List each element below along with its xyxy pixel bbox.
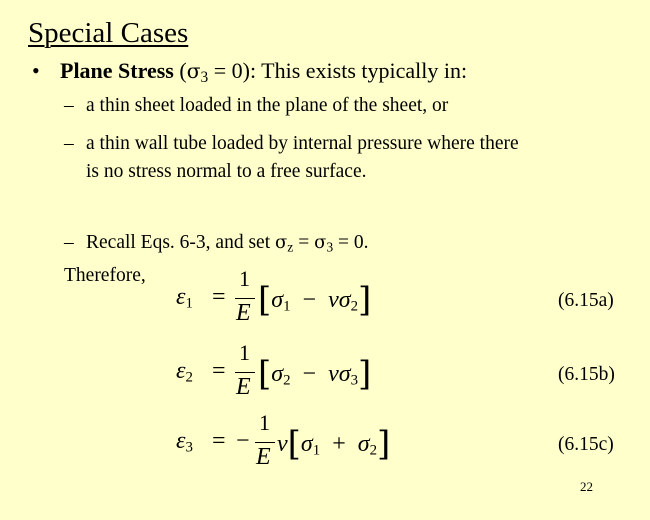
equation-label: (6.15b) <box>558 364 615 385</box>
sigma-subscript: 1 <box>283 298 291 315</box>
epsilon-symbol: ε <box>176 358 186 384</box>
sub-item-recall <box>64 229 369 256</box>
sigma-symbol: σ <box>271 287 284 313</box>
bullet-dot: • <box>32 58 40 83</box>
operator: + <box>332 431 346 457</box>
equals-sign: = <box>212 284 226 310</box>
operator: − <box>302 287 317 313</box>
bracket-expression <box>258 354 371 394</box>
sigma-symbol: σ <box>338 287 351 313</box>
bracket-expression <box>258 280 371 320</box>
fraction-numerator: 1 <box>259 410 270 435</box>
sigma-symbol: σ <box>186 59 201 83</box>
equation-label: (6.15a) <box>558 290 614 311</box>
equation-6-15a <box>176 266 436 336</box>
right-bracket: ] <box>358 354 372 394</box>
equals-text: = <box>293 232 315 253</box>
slide-title: Special Cases <box>28 17 189 49</box>
bullet-text: = 0): This exists typically in: <box>208 58 468 83</box>
sigma-subscript: 2 <box>350 298 359 315</box>
nu-symbol: ν <box>328 287 339 313</box>
fraction-bar <box>235 372 255 373</box>
nu-symbol: ν <box>328 361 339 387</box>
epsilon-subscript: 1 <box>185 295 193 312</box>
sigma-subscript: 1 <box>312 442 321 459</box>
epsilon-subscript: 3 <box>185 439 193 456</box>
left-bracket: [ <box>258 280 272 320</box>
recall-text: Recall Eqs. 6-3, and set <box>86 232 275 253</box>
fraction-denominator: E <box>236 300 251 326</box>
dash: – <box>64 133 74 154</box>
equation-label: (6.15c) <box>558 434 614 455</box>
sigma-symbol: σ <box>357 431 370 457</box>
equals-sign: = <box>212 358 226 384</box>
sigma-subscript: 3 <box>200 68 209 86</box>
sigma-symbol: σ <box>300 431 313 457</box>
sigma-symbol: σ <box>314 232 327 253</box>
equals-sign: = <box>212 428 226 454</box>
right-bracket: ] <box>358 280 372 320</box>
plane-stress-label: Plane Stress <box>60 58 174 83</box>
sigma-symbol: σ <box>338 361 351 387</box>
equals-zero-text: = 0. <box>333 232 369 253</box>
sub-item-text: a thin wall tube loaded by internal pressure where there <box>86 133 519 154</box>
fraction-bar <box>235 298 255 299</box>
lhs <box>176 358 193 385</box>
sigma-subscript: z <box>287 239 294 255</box>
sub-item-continuation: is no stress normal to a free surface. <box>86 161 367 182</box>
sigma-symbol: σ <box>271 361 284 387</box>
minus-sign: − <box>236 428 250 454</box>
sigma-subscript: 2 <box>283 372 291 389</box>
dash: – <box>64 232 74 253</box>
sigma-subscript: 3 <box>350 372 359 389</box>
operator: − <box>302 361 317 387</box>
fraction-denominator: E <box>256 444 271 470</box>
right-bracket: ] <box>377 424 391 464</box>
fraction-denominator: E <box>236 374 251 400</box>
fraction-bar <box>255 442 275 443</box>
fraction-numerator: 1 <box>239 340 250 365</box>
bullet-plane-stress <box>32 57 467 85</box>
therefore-label: Therefore, <box>64 265 146 286</box>
dash: – <box>64 95 74 116</box>
equation-6-15c <box>176 410 436 480</box>
left-bracket: [ <box>287 424 301 464</box>
paren-open: ( <box>173 58 187 83</box>
sigma-subscript: 3 <box>326 239 334 255</box>
epsilon-symbol: ε <box>176 428 186 454</box>
sub-item-thin-tube <box>64 130 519 157</box>
nu-symbol: ν <box>277 431 288 457</box>
epsilon-subscript: 2 <box>185 369 193 386</box>
lhs <box>176 284 193 311</box>
sub-item-thin-sheet <box>64 92 448 119</box>
sub-item-text: a thin sheet loaded in the plane of the sheet, or <box>86 95 449 116</box>
equation-6-15b <box>176 340 436 410</box>
sigma-subscript: 2 <box>369 442 378 459</box>
epsilon-symbol: ε <box>176 284 186 310</box>
bracket-expression <box>277 424 390 464</box>
page-number: 22 <box>580 479 593 494</box>
sigma-symbol: σ <box>275 232 288 253</box>
fraction-numerator: 1 <box>239 266 250 291</box>
left-bracket: [ <box>258 354 272 394</box>
lhs <box>176 428 193 455</box>
